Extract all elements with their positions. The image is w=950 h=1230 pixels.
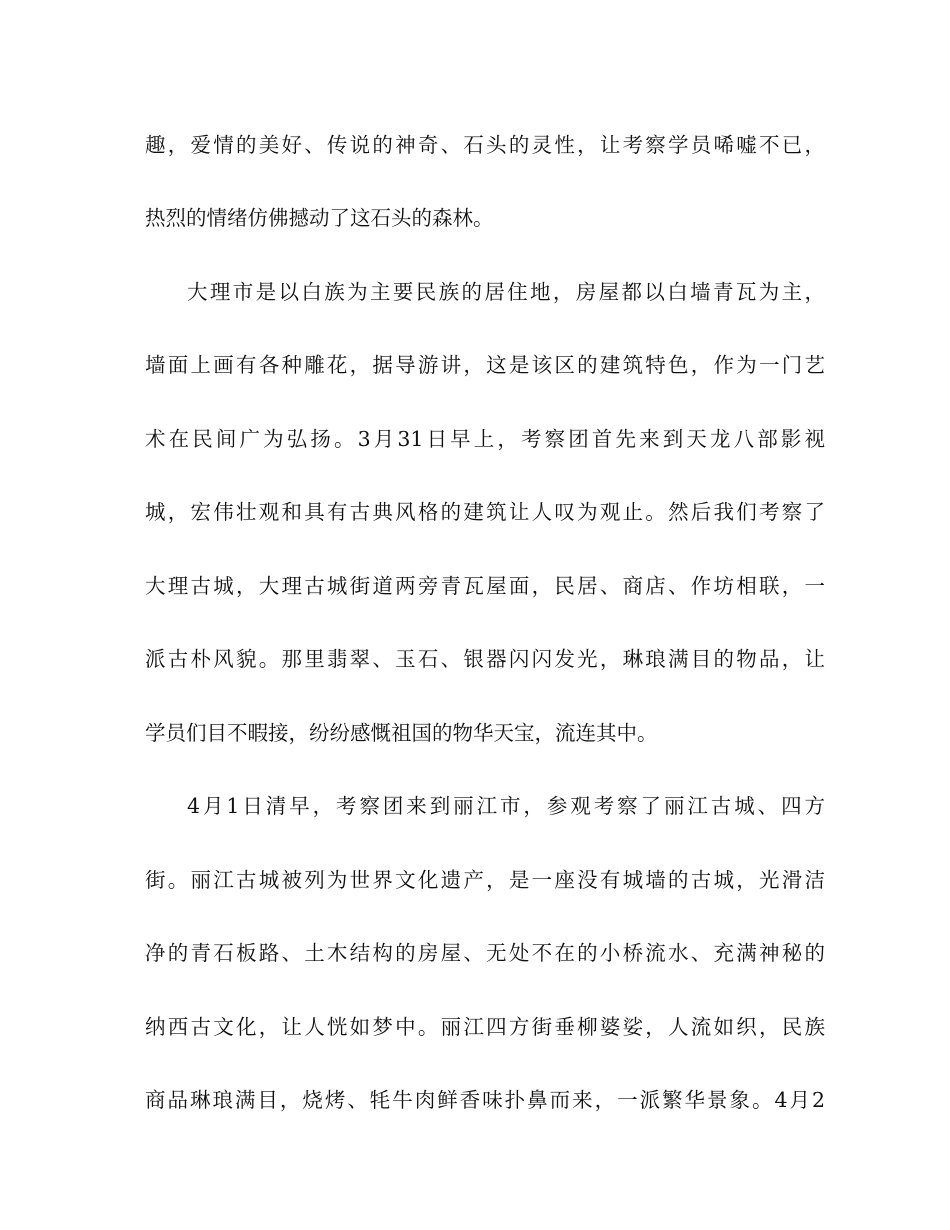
text-line: 纳西古文化，让人恍如梦中。丽江四方街垂柳婆娑，人流如织，民族 [145, 1015, 825, 1039]
paragraph-start-line: 大理市是以白族为主要民族的居住地，房屋都以白墙青瓦为主， [187, 280, 825, 304]
text-line: 趣，爱情的美好、传说的神奇、石头的灵性，让考察学员唏嘘不已， [145, 133, 825, 157]
text-line: 街。丽江古城被列为世界文化遗产，是一座没有城墙的古城，光滑洁 [145, 868, 825, 892]
text-line: 城，宏伟壮观和具有古典风格的建筑让人叹为观止。然后我们考察了 [145, 500, 825, 524]
text-line: 热烈的情绪仿佛撼动了这石头的森林。 [145, 206, 494, 230]
text-line: 派古朴风貌。那里翡翠、玉石、银器闪闪发光，琳琅满目的物品，让 [145, 647, 825, 671]
text-line: 墙面上画有各种雕花，据导游讲，这是该区的建筑特色，作为一门艺 [145, 353, 825, 377]
text-line: 大理古城，大理古城街道两旁青瓦屋面，民居、商店、作坊相联，一 [145, 574, 825, 598]
text-line: 净的青石板路、土木结构的房屋、无处不在的小桥流水、充满神秘的 [145, 941, 825, 965]
text-line: 术在民间广为弘扬。3月31日早上，考察团首先来到天龙八部影视 [145, 427, 825, 451]
text-line: 商品琳琅满目，烧烤、牦牛肉鲜香味扑鼻而来，一派繁华景象。4月2 [145, 1088, 825, 1112]
text-line: 学员们目不暇接，纷纷感慨祖国的物华天宝，流连其中。 [145, 721, 658, 745]
paragraph-start-line: 4月1日清早，考察团来到丽江市，参观考察了丽江古城、四方 [187, 794, 825, 818]
